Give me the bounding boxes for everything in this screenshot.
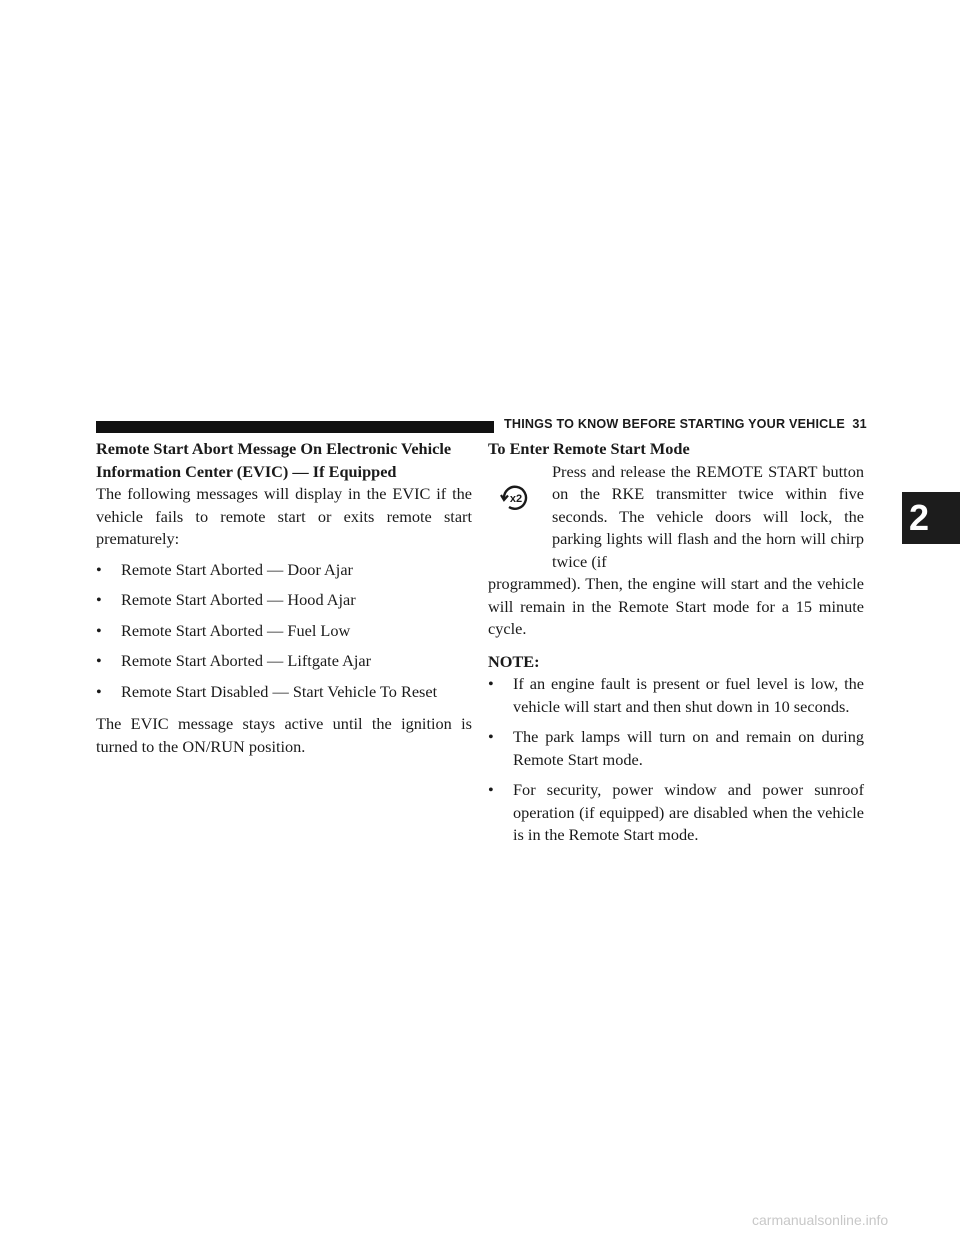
list-item: • Remote Start Aborted — Hood Ajar	[96, 589, 472, 612]
header-rule	[96, 421, 494, 433]
list-item: • If an engine fault is present or fuel level is low, the vehicle will start and then shut down in 10 seconds.	[488, 674, 864, 716]
page-number: 31	[852, 417, 867, 431]
watermark: carmanualsonline.info	[752, 1212, 889, 1228]
bullet-icon: •	[96, 620, 102, 640]
bullet-icon: •	[488, 674, 494, 693]
remote-start-x2-icon	[498, 481, 532, 515]
bullet-icon: •	[96, 681, 102, 701]
left-column	[96, 438, 472, 758]
bullet-icon: •	[96, 590, 102, 609]
list-item: • Remote Start Aborted — Door Ajar	[96, 559, 472, 582]
bullet-icon: •	[96, 651, 102, 670]
list-item: • Remote Start Aborted — Fuel Low	[96, 620, 472, 643]
remote-start-paragraph-continued: programmed). Then, the engine will start and the vehicle will remain in the Remote Start mode for a 15 minute cycle.	[488, 574, 864, 638]
right-column	[488, 438, 864, 847]
bullet-icon: •	[96, 559, 102, 579]
remote-start-instructions	[488, 461, 864, 574]
remote-start-paragraph-wrapped: Press and release the REMOTE START button on the RKE transmitter twice within five seconds. The vehicle doors will lock, the parking lights will flash and the horn will chirp twice (if	[552, 461, 864, 571]
svg-text:x2: x2	[509, 492, 523, 505]
section-heading-enter-remote-start: To Enter Remote Start Mode	[488, 439, 690, 458]
running-header	[504, 417, 867, 431]
list-item: • Remote Start Aborted — Liftgate Ajar	[96, 650, 472, 673]
list-item: • For security, power window and power sunroof operation (if equipped) are disabled when the vehicle is in the Remote Start mode.	[488, 780, 864, 844]
list-item: • Remote Start Disabled — Start Vehicle To Reset	[96, 681, 472, 704]
abort-closing-paragraph: The EVIC message stays active until the ignition is turned to the ON/RUN position.	[96, 714, 472, 756]
list-item: • The park lamps will turn on and remain on during Remote Start mode.	[488, 727, 864, 769]
bullet-icon: •	[488, 780, 494, 799]
bullet-icon: •	[488, 727, 494, 746]
note-label: NOTE:	[488, 651, 540, 671]
section-heading-abort-message: Remote Start Abort Message On Electronic Vehicle Information Center (EVIC) — If Equipped	[96, 439, 452, 481]
chapter-tab[interactable]: 2	[902, 492, 960, 544]
abort-intro-paragraph: The following messages will display in the EVIC if the vehicle fails to remote start or exits remote start prematurely:	[96, 484, 472, 548]
header-title: THINGS TO KNOW BEFORE STARTING YOUR VEHICLE	[504, 417, 845, 431]
